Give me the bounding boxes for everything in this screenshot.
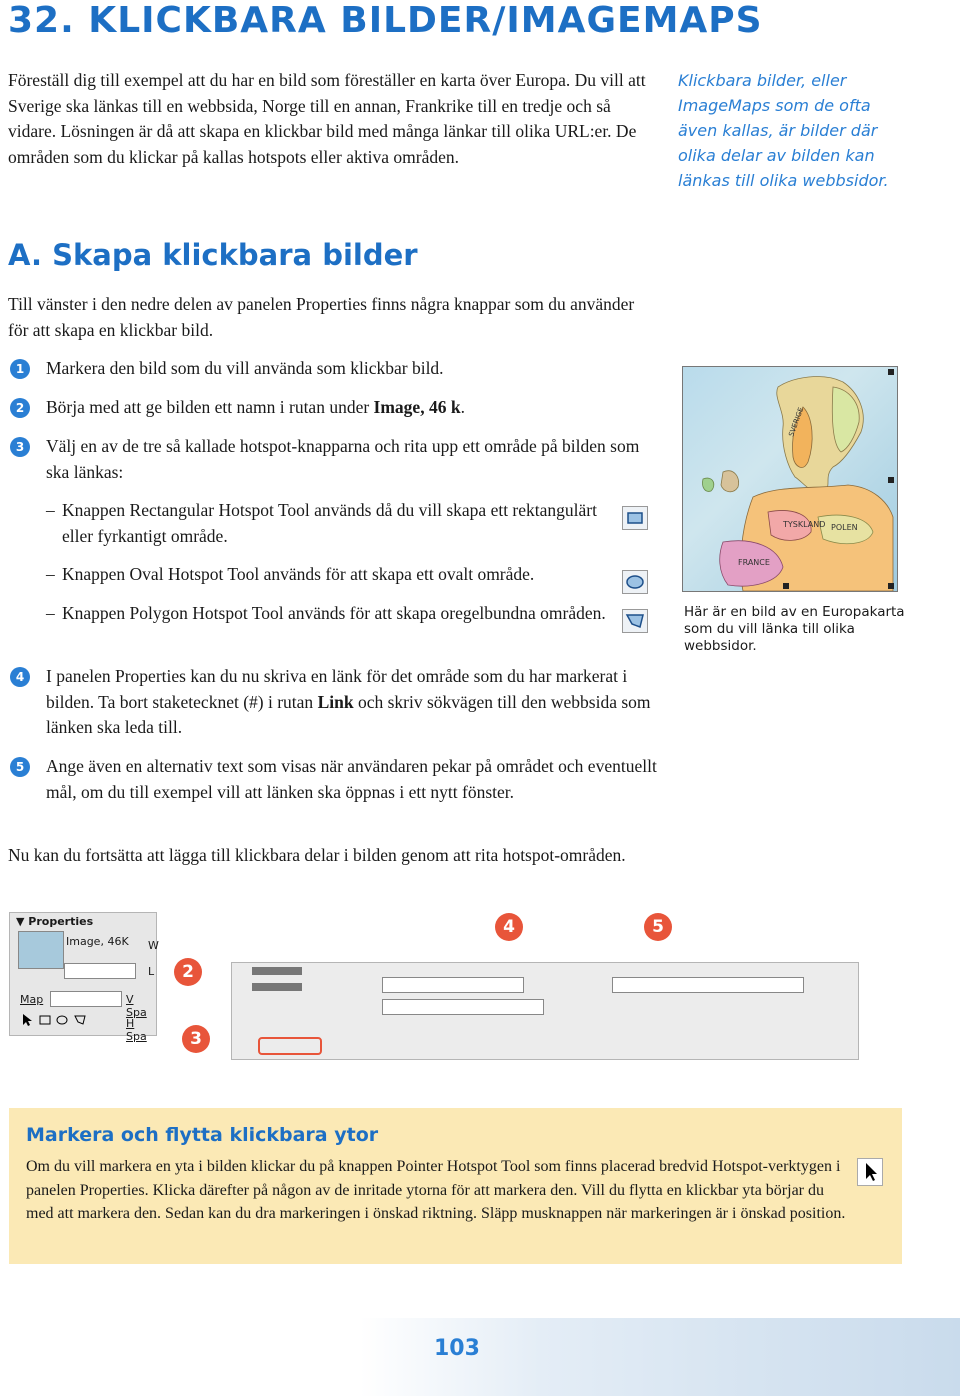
image-size-label: Image, 46K <box>66 935 129 948</box>
map-label-poland: POLEN <box>831 523 858 532</box>
page-number: 103 <box>434 1336 480 1361</box>
step-bold: Link <box>317 691 354 712</box>
step-number: 3 <box>10 437 30 457</box>
link-input[interactable] <box>382 977 524 993</box>
step-bold: Image, 46 k <box>373 397 461 417</box>
polygon-hotspot-button[interactable] <box>73 1013 87 1027</box>
step-text: I panelen Properties kan du nu skriva en länk för det område som du har markerat i bilden. Ta bort staketecknet (#) i rutan Link och skriv sökvägen till den webbsida som länken ska leda till. <box>46 666 651 737</box>
callout-2: 2 <box>174 958 202 986</box>
step-2 <box>8 395 658 421</box>
map-label-germany: TYSKLAND <box>783 520 826 529</box>
tool-polygon: – Knappen Polygon Hotspot Tool används för att skapa oregelbundna områden. <box>46 603 606 623</box>
map-label: Map <box>20 993 44 1006</box>
callout-4: 4 <box>495 913 523 941</box>
vspace-label: V Spa <box>126 993 147 1019</box>
page-title: 32. KLICKBARA BILDER/IMAGEMAPS <box>8 0 763 41</box>
rectangle-hotspot-icon <box>622 506 648 530</box>
image-thumbnail <box>18 931 64 969</box>
target-select[interactable] <box>382 999 544 1015</box>
hspace-label: H Spa <box>126 1017 147 1043</box>
panel-header[interactable]: ▼ Properties <box>16 915 94 928</box>
step-text: Välj en av de tre så kallade hotspot-knapparna och rita upp ett område på bilden som ska länkas: <box>46 436 640 482</box>
figure-caption: Här är en bild av en Europakarta som du vill länka till olika webbsidor. <box>684 604 905 654</box>
image-name-input[interactable] <box>64 963 136 979</box>
step-text: Markera den bild som du vill använda som klickbar bild. <box>46 358 444 378</box>
step-number: 4 <box>10 667 30 687</box>
step-3 <box>8 434 658 485</box>
callout-5: 5 <box>644 913 672 941</box>
step-5 <box>8 754 658 805</box>
side-note: Klickbara bilder, eller ImageMaps som de ofta även kallas, är bilder där olika delar av bilden kan länkas till olika webbsidor. <box>678 71 889 190</box>
map-name-input[interactable] <box>50 991 122 1007</box>
step-number: 2 <box>10 398 30 418</box>
section-heading: A. Skapa klickbara bilder <box>8 238 418 272</box>
tip-text: Om du vill markera en yta i bilden klickar du på knappen Pointer Hotspot Tool som finns placerad bredvid Hotspot-verktygen i panelen Properties. Klicka därefter på någon av de inritade ytorna för att markera den. Vill du flytta en klickbar yta börjar du med att markera den. Sedan kan du dra markeringen i önskad riktning. Släpp musknappen när markeringen är i önskad position. <box>26 1158 846 1222</box>
oval-hotspot-button[interactable] <box>55 1013 69 1027</box>
tip-box <box>9 1108 902 1264</box>
properties-panel: ▼ Properties Image, 46K W L Map V Spa H Spa <box>9 912 157 1036</box>
alt-input[interactable] <box>612 977 804 993</box>
step-text: Börja med att ge bilden ett namn i rutan under Image, 46 k. <box>46 397 465 417</box>
closing-paragraph: Nu kan du fortsätta att lägga till klickbara delar i bilden genom att rita hotspot-områden. <box>8 845 626 865</box>
step-4 <box>8 664 658 741</box>
polygon-hotspot-icon <box>622 609 648 633</box>
step-number: 5 <box>10 757 30 777</box>
step-1 <box>8 356 658 382</box>
hotspot-tools-highlight <box>258 1037 322 1055</box>
oval-hotspot-icon <box>622 570 648 594</box>
section-lead: Till vänster i den nedre delen av panelen Properties finns några knappar som du använder för att skapa en klickbar bild. <box>8 294 635 340</box>
tool-rectangular: – Knappen Rectangular Hotspot Tool används då du vill skapa ett rektangulärt eller fyrkantigt område. <box>46 500 597 546</box>
tip-heading: Markera och flytta klickbara ytor <box>26 1124 379 1146</box>
europe-map-image <box>682 366 898 592</box>
intro-paragraph: Föreställ dig till exempel att du har en bild som föreställer en karta över Europa. Du vill att Sverige ska länkas till en webbsida, Norge till en annan, Frankrike till en tredje och så vidare. Lösningen är då att skapa en klickbar bild med många länkar till olika URL:er. De områden som du klickar på kallas hotspots eller aktiva områden. <box>8 70 646 167</box>
tool-oval: – Knappen Oval Hotspot Tool används för att skapa ett ovalt område. <box>46 564 535 584</box>
step-number: 1 <box>10 359 30 379</box>
hotspot-tools <box>20 1013 100 1029</box>
pointer-hotspot-icon[interactable] <box>20 1013 34 1027</box>
map-label-france: FRANCE <box>738 558 770 567</box>
properties-panel-hotspot <box>231 962 859 1060</box>
map-label-sweden: SVERIGE <box>787 406 806 438</box>
pointer-icon <box>857 1158 883 1186</box>
callout-3: 3 <box>182 1025 210 1053</box>
rectangle-hotspot-button[interactable] <box>38 1013 52 1027</box>
step-text: Ange även en alternativ text som visas när användaren pekar på området och eventuellt mål, om du till exempel vill att länken ska öppnas i ett nytt fönster. <box>46 756 657 802</box>
